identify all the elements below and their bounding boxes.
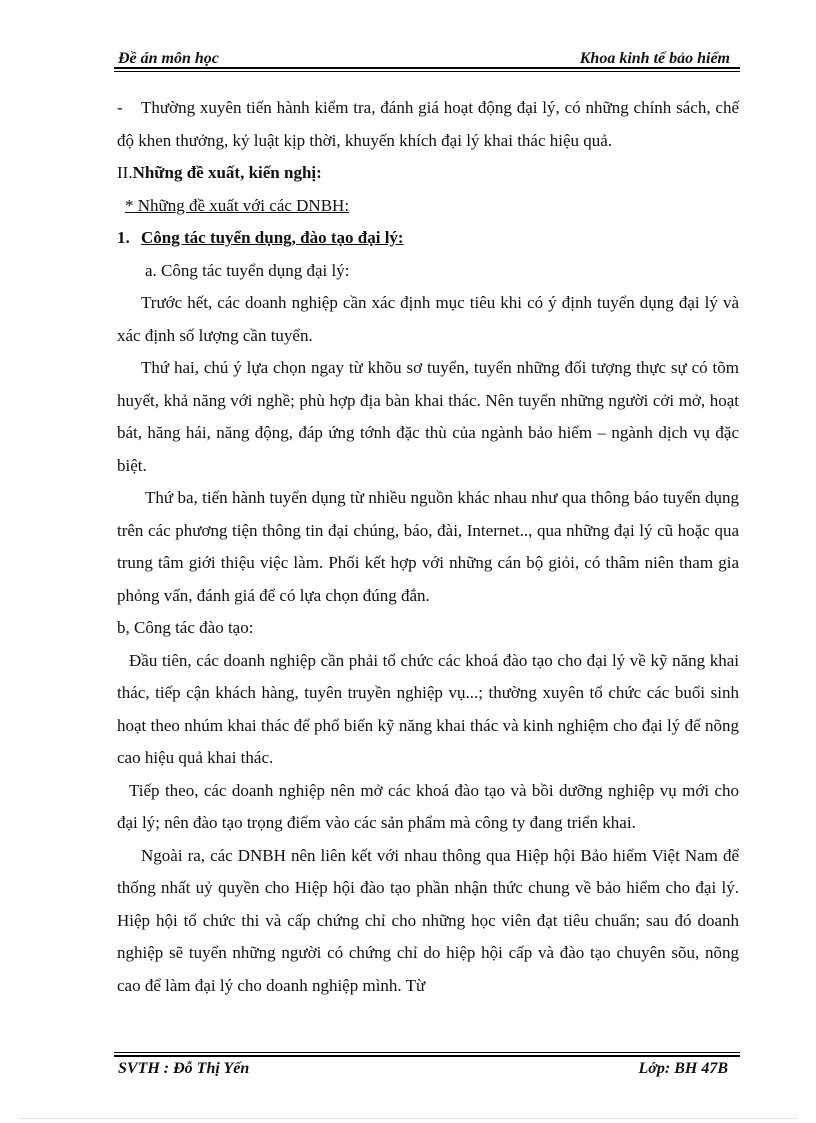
footer-right-text: Lớp: BH 47B — [638, 1060, 728, 1077]
page-footer — [114, 1058, 740, 1080]
document-body — [117, 92, 739, 1002]
bullet-dash: - — [117, 98, 123, 117]
section-heading — [117, 157, 739, 190]
section-title: Những đề xuất, kiến nghị: — [132, 163, 322, 182]
footer-left-text: SVTH : Đỗ Thị Yến — [118, 1060, 250, 1077]
header-rule-thick — [114, 67, 740, 69]
page-bottom-divider — [20, 1118, 796, 1119]
paragraph-4: Đầu tiên, các doanh nghiệp cần phải tổ chức các khoá đào tạo cho đại lý về kỹ năng khai thác, tiếp cận khách hàng, tuyên truyền nghiệp vụ...; thường xuyên tổ chức các buổi sinh hoạt theo nhúm khai thác để phổ biến kỹ năng khai thác và kinh nghiệm cho đại lý để nõng cao hiệu quả khai thác. — [117, 650, 739, 767]
footer-rule-thick — [114, 1055, 740, 1057]
subsection-heading — [117, 190, 739, 223]
paragraph-3: Thứ ba, tiến hành tuyển dụng từ nhiều nguồn khác nhau như qua thông báo tuyển dụng trên các phương tiện thông tin đại chúng, báo, đài, Internet.., qua những đại lý cũ hoặc qua trung tâm giới thiệu việc làm. Phối kết hợp với những cán bộ giỏi, có thâm niên tham gia phỏng vấn, đánh giá để có lựa chọn đúng đắn. — [117, 488, 739, 605]
header-left-text: Đề án môn học — [118, 50, 219, 67]
header-rule-thin — [114, 71, 740, 72]
item-b-heading: b, Công tác đào tạo: — [117, 618, 254, 637]
paragraph-6: Ngoài ra, các DNBH nên liên kết với nhau thông qua Hiệp hội Bảo hiểm Việt Nam để thống nhất uỷ quyền cho Hiệp hội đào tạo phần nhận thức chung về bảo hiểm cho đại lý. Hiệp hội tổ chức thi và cấp chứng chỉ cho những học viên đạt tiêu chuẩn; sau đó doanh nghiệp sẽ tuyển những người có chứng chỉ do hiệp hội cấp và đào tạo chuyên sõu, nõng cao để làm đại lý cho doanh nghiệp mình. Từ — [117, 845, 739, 995]
header-right-text: Khoa kinh tế bảo hiểm — [579, 50, 730, 67]
bullet-text: Thường xuyên tiến hành kiểm tra, đánh giá hoạt động đại lý, có những chính sách, chế độ khen thưởng, kỷ luật kịp thời, khuyến khích đại lý khai thác hiệu quả. — [117, 98, 739, 150]
paragraph-2: Thứ hai, chú ý lựa chọn ngay từ khõu sơ tuyển, tuyển những đối tượng thực sự có tõm huyết, khả năng với nghề; phù hợp địa bàn khai thác. Nên tuyển những người cởi mở, hoạt bát, hăng hái, năng động, đáp ứng tớnh đặc thù của ngành bảo hiểm – ngành dịch vụ đặc biệt. — [117, 358, 739, 475]
section-number: II. — [117, 163, 133, 182]
subsection-text: * Những đề xuất với các DNBH: — [125, 195, 350, 215]
footer-rule-thin — [114, 1052, 740, 1053]
paragraph-5: Tiếp theo, các doanh nghiệp nên mở các khoá đào tạo và bồi dưỡng nghiệp vụ mới cho đại lý; nên đào tạo trọng điểm vào các sản phẩm mà công ty đang triển khai. — [117, 780, 739, 832]
heading-1-number: 1. — [117, 228, 130, 247]
bullet-paragraph — [117, 92, 739, 157]
paragraph-1: Trước hết, các doanh nghiệp cần xác định mục tiêu khi có ý định tuyển dụng đại lý và xác định số lượng cần tuyển. — [117, 293, 739, 345]
heading-1-title: Công tác tuyển dụng, đào tạo đại lý: — [141, 228, 404, 247]
item-a-heading: a. Công tác tuyển dụng đại lý: — [145, 260, 350, 280]
heading-1 — [117, 222, 739, 255]
